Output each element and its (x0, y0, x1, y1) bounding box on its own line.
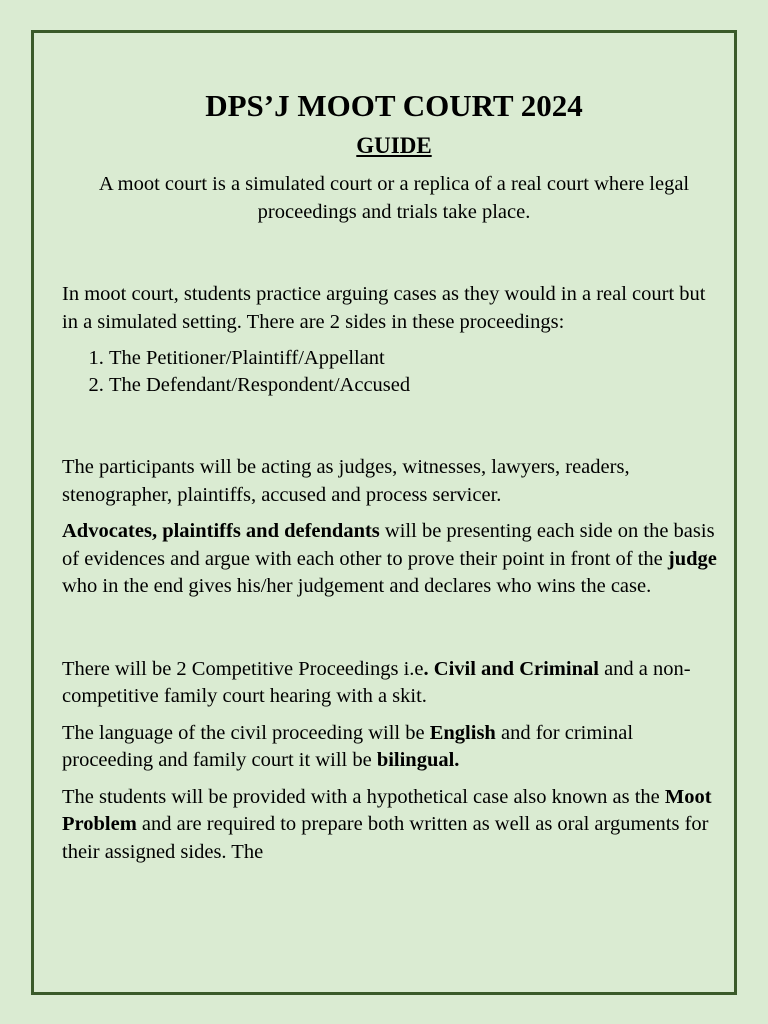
sides-list (62, 345, 726, 399)
advocates-text-2: who in the end gives his/her judgement and declares who wins the case. (62, 575, 652, 597)
civil-criminal-bold: . Civil and Criminal (423, 657, 599, 680)
english-bold: English (429, 721, 496, 744)
moot-text-1: The students will be provided with a hypothetical case also known as the (62, 785, 665, 808)
participants-paragraph: The participants will be acting as judges, witnesses, lawyers, readers, stenographer, plaintiffs, accused and process servicer. (62, 456, 630, 506)
advocates-paragraph (62, 518, 726, 601)
moot-text-2: and are required to prepare both written as well as oral arguments for their assigned sides. The (62, 813, 709, 863)
language-text-1: The language of the civil proceeding will be (62, 721, 430, 744)
advocates-text-1: will be presenting each side on the basis of evidences and argue with each other to prove their point in front of the (62, 520, 715, 570)
proceedings-text-2: and a non-competitive family court hearing with a skit. (62, 657, 691, 707)
page-title: DPS’J MOOT COURT 2024 (205, 88, 583, 123)
moot-problem-paragraph (62, 784, 726, 867)
intro-paragraph: A moot court is a simulated court or a replica of a real court where legal proceedings and trials take place. (98, 173, 690, 223)
judge-bold: judge (667, 547, 717, 570)
page-subtitle: GUIDE (356, 133, 432, 158)
language-text-2: and for criminal proceeding and family court it will be (62, 721, 634, 771)
document-body (62, 88, 726, 875)
proceedings-paragraph (62, 656, 726, 711)
proceedings-text-1: There will be 2 Competitive Proceedings i.e (62, 657, 424, 680)
bilingual-bold: bilingual. (376, 749, 460, 771)
moot-problem-bold: Moot Problem (62, 785, 712, 835)
advocates-bold: Advocates, plaintiffs and defendants (62, 520, 380, 542)
language-paragraph (62, 720, 726, 775)
list-item: 2. The Defendant/Respondent/Accused (109, 372, 726, 399)
sides-paragraph: In moot court, students practice arguing cases as they would in a real court but in a simulated setting. There are 2 sides in these proceedings: (62, 283, 706, 333)
list-item: 1. The Petitioner/Plaintiff/Appellant (109, 345, 726, 372)
